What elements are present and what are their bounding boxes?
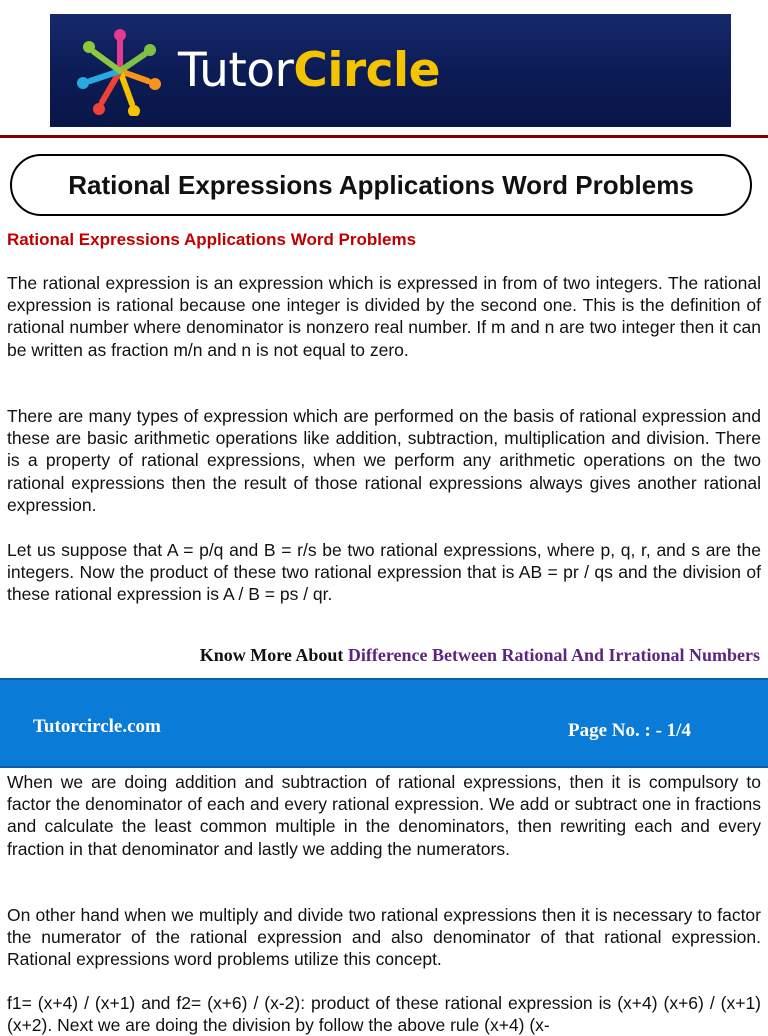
paragraph-5: On other hand when we multiply and divide two rational expressions then it is necessary to factor the numerator of the rational expression and also denominator of that rational expression. Rational expressions word problems utilize this concept. xyxy=(7,905,761,970)
paragraph-3: Let us suppose that A = p/q and B = r/s be two rational expressions, where p, q, r, and s are the integers. Now the product of these two rational expression that is AB = pr / qs and the division of these rational expression is A / B = ps / qr. xyxy=(7,540,761,605)
paragraph-1: The rational expression is an expression which is expressed in from of two integers. The rational expression is rational because one integer is divided by the second one. This is the definition of rational number where denominator is nonzero real number. If m and n are two integer then it can be written as fraction m/n and n is not equal to zero. xyxy=(7,273,761,360)
header-divider xyxy=(0,135,768,138)
page-title: Rational Expressions Applications Word Problems xyxy=(10,154,752,216)
know-more-link[interactable]: Difference Between Rational And Irrational Numbers xyxy=(347,645,760,665)
page-number: Page No. : - 1/4 xyxy=(568,720,691,741)
brand-logo-text xyxy=(178,41,440,101)
footer-site-name: Tutorcircle.com xyxy=(33,716,161,737)
logo-word-circle: Circle xyxy=(293,43,441,98)
know-more-line xyxy=(200,645,760,666)
page-footer-bar xyxy=(0,678,768,768)
tutorcircle-logo-icon xyxy=(70,26,170,116)
logo-word-tutor: Tutor xyxy=(178,43,294,98)
header-banner xyxy=(50,14,731,127)
paragraph-2: There are many types of expression which are performed on the basis of rational expression and these are basic arithmetic operations like addition, subtraction, multiplication and division. There is a property of rational expressions, when we perform any arithmetic operations on the two rational expressions then the result of those rational expressions always gives another rational expression. xyxy=(7,406,761,515)
section-subheading: Rational Expressions Applications Word Problems xyxy=(7,230,417,249)
paragraph-4: When we are doing addition and subtraction of rational expressions, then it is compulsory to factor the denominator of each and every rational expression. We add or subtract one in fractions and calculate the least common multiple in the denominators, then rewriting each and every fraction in that denominator and lastly we adding the numerators. xyxy=(7,772,761,859)
know-more-label: Know More About xyxy=(199,645,344,665)
paragraph-6: f1= (x+4) / (x+1) and f2= (x+6) / (x-2): product of these rational expression is (x+4) (x+6) / (x+1) (x+2). Next we are doing the division by follow the above rule (x+4) (x- xyxy=(7,993,761,1036)
